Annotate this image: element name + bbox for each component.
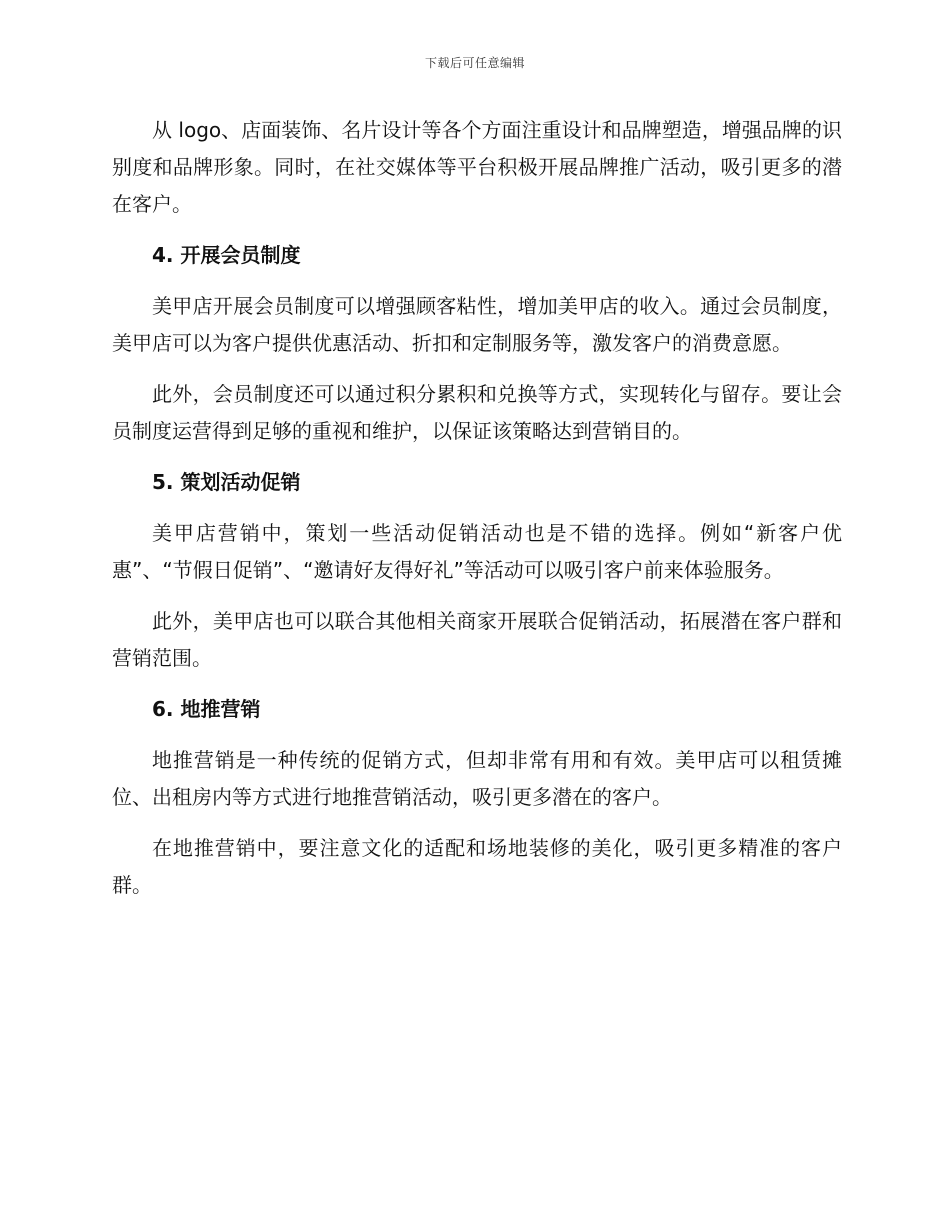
document-body: [112, 112, 842, 918]
paragraph-promotions-intro: 美甲店营销中，策划一些活动促销活动也是不错的选择。例如“新客户优惠”、“节假日促销”、“邀请好友得好礼”等活动可以吸引客户前来体验服务。: [112, 521, 842, 582]
paragraph-promotions-joint: 此外，美甲店也可以联合其他相关商家开展联合促销活动，拓展潜在客户群和营销范围。: [112, 609, 842, 670]
header-note: 下载后可任意编辑: [424, 56, 525, 70]
paragraph-membership-intro: 美甲店开展会员制度可以增强顾客粘性，增加美甲店的收入。通过会员制度，美甲店可以为客户提供优惠活动、折扣和定制服务等，激发客户的消费意愿。: [112, 294, 842, 355]
paragraph-brand-design: 从 logo、店面装饰、名片设计等各个方面注重设计和品牌塑造，增强品牌的识别度和品牌形象。同时，在社交媒体等平台积极开展品牌推广活动，吸引更多的潜在客户。: [112, 118, 842, 216]
paragraph-membership-points: 此外，会员制度还可以通过积分累积和兑换等方式，实现转化与留存。要让会员制度运营得到足够的重视和维护，以保证该策略达到营销目的。: [112, 382, 842, 443]
paragraph-ground-marketing-intro: 地推营销是一种传统的促销方式，但却非常有用和有效。美甲店可以租赁摊位、出租房内等方式进行地推营销活动，吸引更多潜在的客户。: [112, 748, 842, 809]
section-heading-membership: 4. 开展会员制度: [152, 243, 301, 267]
paragraph-ground-marketing-tips: 在地推营销中，要注意文化的适配和场地装修的美化，吸引更多精准的客户群。: [112, 836, 842, 897]
section-heading-promotions: 5. 策划活动促销: [152, 470, 301, 494]
section-heading-ground-marketing: 6. 地推营销: [152, 697, 261, 721]
